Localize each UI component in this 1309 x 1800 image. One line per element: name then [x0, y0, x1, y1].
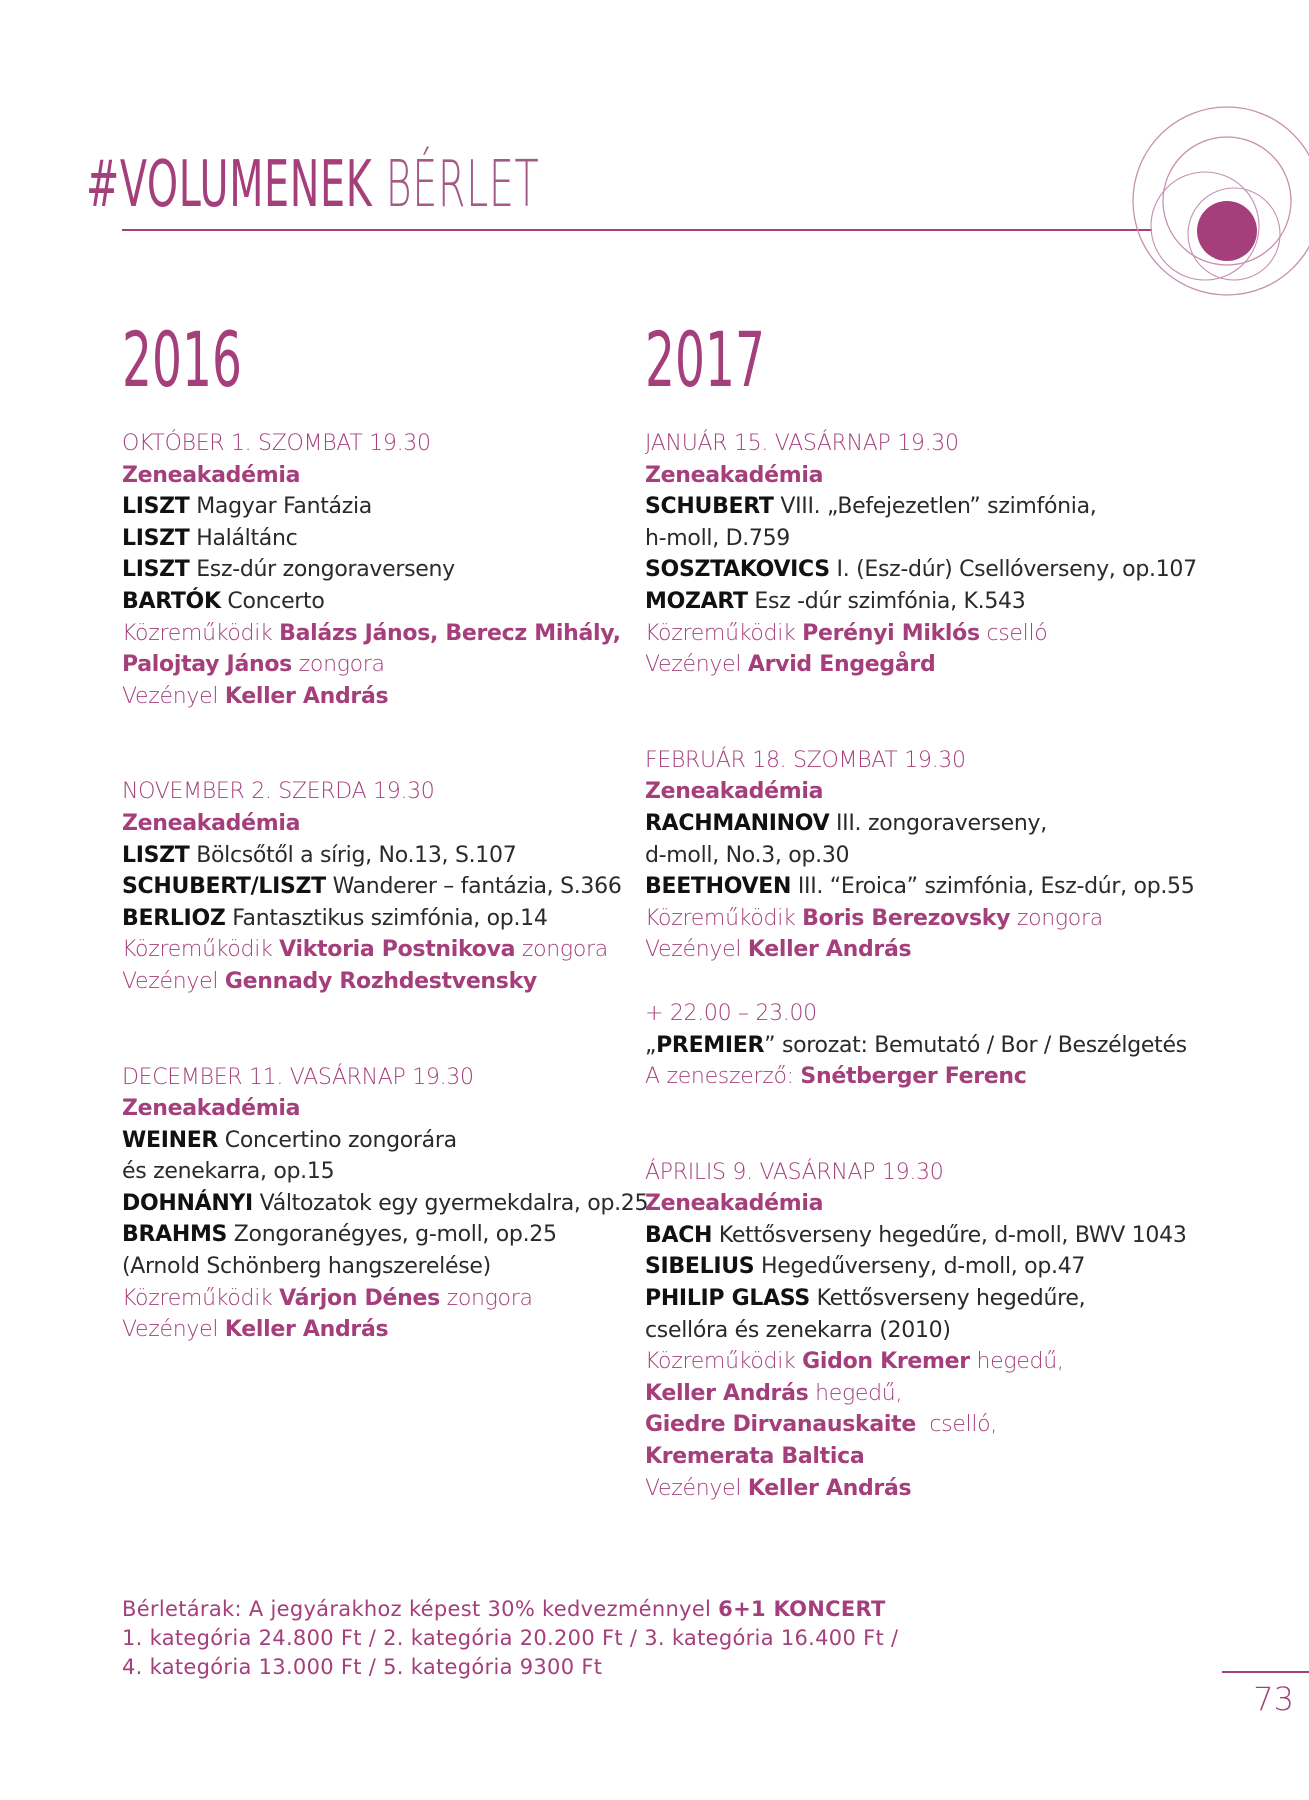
- program-line: [645, 1220, 1265, 1252]
- work: Hegedűverseny, d-moll, op.47: [754, 1254, 1086, 1280]
- title-main: #VOLUMENEK: [86, 148, 373, 222]
- event-januar: [645, 428, 1265, 681]
- work: Wanderer – fantázia, S.366: [325, 874, 622, 900]
- performers-line: [645, 1346, 1265, 1378]
- conductor: Arvid Engegård: [747, 652, 936, 678]
- program-line: [645, 523, 1265, 555]
- performers: Boris Berezovsky: [802, 905, 1011, 931]
- work: Kettősverseny hegedűre, d-moll, BWV 1043: [712, 1222, 1187, 1248]
- event-date: NOVEMBER 2. SZERDA 19.30: [122, 779, 435, 805]
- conductor-label: Vezényel: [122, 1317, 225, 1343]
- composer-guest-label: A zeneszerző:: [645, 1064, 801, 1090]
- event-venue: Zeneakadémia: [645, 1191, 824, 1217]
- program-line: [122, 586, 642, 618]
- conductor: Keller András: [747, 1475, 912, 1501]
- composer-guest-line: [645, 1061, 1265, 1093]
- program-line: [122, 903, 642, 935]
- program-line: [122, 1188, 649, 1220]
- event-venue: Zeneakadémia: [122, 810, 301, 836]
- work: VIII. „Befejezetlen” szimfónia,: [773, 494, 1097, 520]
- composer: BRAHMS: [122, 1222, 228, 1248]
- performers-line: [122, 618, 642, 650]
- performer-instrument: cselló,: [915, 1412, 998, 1438]
- program-line: [645, 808, 1265, 840]
- performer-instrument: zongora: [439, 1285, 533, 1311]
- conductor-line: [122, 681, 642, 713]
- price-line-3: 4. kategória 13.000 Ft / 5. kategória 9300 Ft: [122, 1655, 603, 1679]
- program-line: [645, 1315, 1265, 1347]
- composer: SIBELIUS: [645, 1254, 755, 1280]
- program-line: [122, 1125, 642, 1157]
- year-2017: 2017: [645, 315, 765, 404]
- work: III. zongoraverseny,: [829, 810, 1047, 836]
- composer: DOHNÁNYI: [122, 1190, 253, 1216]
- work: csellóra és zenekarra (2010): [645, 1317, 951, 1343]
- circles-decoration: [1100, 100, 1309, 300]
- performers: Várjon Dénes: [279, 1285, 440, 1311]
- performer-instrument: zongora: [515, 937, 608, 963]
- work: Zongoranégyes, g-moll, op.25: [227, 1222, 557, 1248]
- conductor-label: Vezényel: [645, 652, 748, 678]
- program-line: [645, 1251, 1265, 1283]
- conductor: Keller András: [747, 937, 912, 963]
- event-december: [122, 1062, 649, 1346]
- performers: Kremerata Baltica: [645, 1444, 865, 1470]
- price-highlight: 6+1 KONCERT: [718, 1597, 886, 1621]
- extra-time: + 22.00 – 23.00: [645, 1000, 817, 1026]
- composer: SOSZTAKOVICS: [645, 557, 830, 583]
- left-column: [122, 428, 649, 1346]
- composer: BARTÓK: [122, 588, 221, 614]
- conductor-line: [645, 649, 1265, 681]
- program-line: [645, 586, 1265, 618]
- work: Kettősverseny hegedűre,: [809, 1286, 1086, 1312]
- work: (Arnold Schönberg hangszerelése): [122, 1254, 491, 1280]
- performers-label: Közreműködik: [645, 905, 803, 931]
- program-line: [122, 840, 642, 872]
- program-line: [122, 523, 642, 555]
- event-venue: Zeneakadémia: [122, 1096, 301, 1122]
- composer: SCHUBERT/LISZT: [122, 874, 326, 900]
- work: I. (Esz-dúr) Csellóverseny, op.107: [829, 557, 1197, 583]
- page-title: [86, 150, 539, 220]
- performers-line: [645, 903, 1265, 935]
- conductor-label: Vezényel: [122, 968, 225, 994]
- event-venue: Zeneakadémia: [122, 462, 301, 488]
- price-footer: [122, 1595, 898, 1682]
- premier-quote-open: „: [645, 1032, 657, 1058]
- composer: BERLIOZ: [122, 905, 226, 931]
- title-rule: [122, 229, 1152, 231]
- work: Esz -dúr szimfónia, K.543: [747, 588, 1026, 614]
- composer: BACH: [645, 1222, 713, 1248]
- work: Concertino zongorára: [218, 1127, 457, 1153]
- performers-line: [645, 1441, 1265, 1473]
- composer: LISZT: [122, 494, 190, 520]
- conductor-line: [645, 1473, 1265, 1505]
- work: Változatok egy gyermekdalra, op.25: [252, 1190, 649, 1216]
- program-line: [122, 1251, 642, 1283]
- performers-label: Közreműködik: [645, 1349, 803, 1375]
- work: d-moll, No.3, op.30: [645, 842, 850, 868]
- work: Bölcsőtől a sírig, No.13, S.107: [189, 842, 517, 868]
- composer: PHILIP GLASS: [645, 1286, 810, 1312]
- program-line: [645, 871, 1265, 903]
- work: Esz-dúr zongoraverseny: [189, 557, 455, 583]
- program-line: [122, 554, 642, 586]
- event-date: ÁPRILIS 9. VASÁRNAP 19.30: [645, 1159, 944, 1185]
- event-date: DECEMBER 11. VASÁRNAP 19.30: [122, 1064, 474, 1090]
- performers: Perényi Miklós: [802, 620, 980, 646]
- page-number-rule: [1222, 1671, 1309, 1673]
- performers: Balázs János, Berecz Mihály,: [279, 620, 621, 646]
- work: Haláltánc: [189, 525, 298, 551]
- program-line: [122, 871, 642, 903]
- performer-instrument: zongora: [291, 652, 385, 678]
- work: Fantasztikus szimfónia, op.14: [225, 905, 548, 931]
- performers: Gidon Kremer: [802, 1349, 970, 1375]
- performers-label: Közreműködik: [122, 1285, 280, 1311]
- conductor-label: Vezényel: [122, 683, 225, 709]
- conductor: Gennady Rozhdestvensky: [224, 968, 537, 994]
- conductor-line: [122, 966, 642, 998]
- page-number: 73: [1253, 1680, 1294, 1718]
- premier-desc: ” sorozat: Bemutató / Bor / Beszélgetés: [764, 1032, 1187, 1058]
- performer-instrument: hegedű,: [969, 1349, 1064, 1375]
- program-line: [122, 491, 642, 523]
- conductor: Keller András: [224, 683, 389, 709]
- program-line: [645, 554, 1265, 586]
- event-date: FEBRUÁR 18. SZOMBAT 19.30: [645, 747, 966, 773]
- performers-line: [645, 618, 1265, 650]
- composer: RACHMANINOV: [645, 810, 830, 836]
- program-line: [645, 491, 1265, 523]
- premier-title: PREMIER: [656, 1032, 765, 1058]
- work: III. “Eroica” szimfónia, Esz-dúr, op.55: [791, 874, 1195, 900]
- program-line: [122, 1219, 642, 1251]
- event-oktober: [122, 428, 642, 712]
- performers-line: [645, 1409, 1265, 1441]
- performers-label: Közreműködik: [645, 620, 803, 646]
- composer: MOZART: [645, 588, 748, 614]
- title-sub: BÉRLET: [385, 148, 540, 222]
- composer: LISZT: [122, 557, 190, 583]
- right-column: [645, 428, 1265, 1504]
- event-november: [122, 776, 642, 997]
- work: h-moll, D.759: [645, 525, 791, 551]
- event-aprilis: [645, 1157, 1265, 1505]
- program-line: [645, 840, 1265, 872]
- event-date: OKTÓBER 1. SZOMBAT 19.30: [122, 431, 431, 456]
- performers: Palojtay János: [122, 652, 292, 678]
- performer-instrument: cselló: [979, 620, 1048, 646]
- event-date: JANUÁR 15. VASÁRNAP 19.30: [645, 431, 959, 456]
- program-line: [122, 1156, 642, 1188]
- composer: LISZT: [122, 842, 190, 868]
- performers-label: Közreműködik: [122, 937, 280, 963]
- conductor-line: [645, 934, 1265, 966]
- performers-line: [122, 649, 642, 681]
- event-februar: [645, 745, 1265, 1093]
- price-intro: Bérletárak: A jegyárakhoz képest 30% kedvezménnyel: [122, 1597, 719, 1621]
- performer-instrument: hegedű,: [808, 1380, 903, 1406]
- performers: Keller András: [645, 1380, 809, 1406]
- performers-line: [122, 934, 642, 966]
- conductor: Keller András: [224, 1317, 389, 1343]
- price-line-1: [122, 1595, 898, 1624]
- performers-label: Közreműködik: [122, 620, 280, 646]
- work: és zenekarra, op.15: [122, 1159, 335, 1185]
- performers-line: [122, 1283, 642, 1315]
- work: Concerto: [220, 588, 325, 614]
- performers-line: [645, 1378, 1265, 1410]
- work: Magyar Fantázia: [189, 494, 372, 520]
- year-2016: 2016: [122, 315, 242, 404]
- event-venue: Zeneakadémia: [645, 462, 824, 488]
- composer-guest-name: Snétberger Ferenc: [800, 1064, 1027, 1090]
- conductor-line: [122, 1314, 642, 1346]
- composer: BEETHOVEN: [645, 874, 792, 900]
- performers: Giedre Dirvanauskaite: [645, 1412, 916, 1438]
- price-line-2: 1. kategória 24.800 Ft / 2. kategória 20.200 Ft / 3. kategória 16.400 Ft /: [122, 1626, 899, 1650]
- performer-instrument: zongora: [1010, 905, 1103, 931]
- composer: WEINER: [122, 1127, 219, 1153]
- program-line: [645, 1283, 1265, 1315]
- performers: Viktoria Postnikova: [279, 937, 516, 963]
- composer: SCHUBERT: [645, 494, 774, 520]
- event-venue: Zeneakadémia: [645, 779, 824, 805]
- premier-line: [645, 1030, 1265, 1062]
- composer: LISZT: [122, 525, 190, 551]
- conductor-label: Vezényel: [645, 937, 748, 963]
- conductor-label: Vezényel: [645, 1475, 748, 1501]
